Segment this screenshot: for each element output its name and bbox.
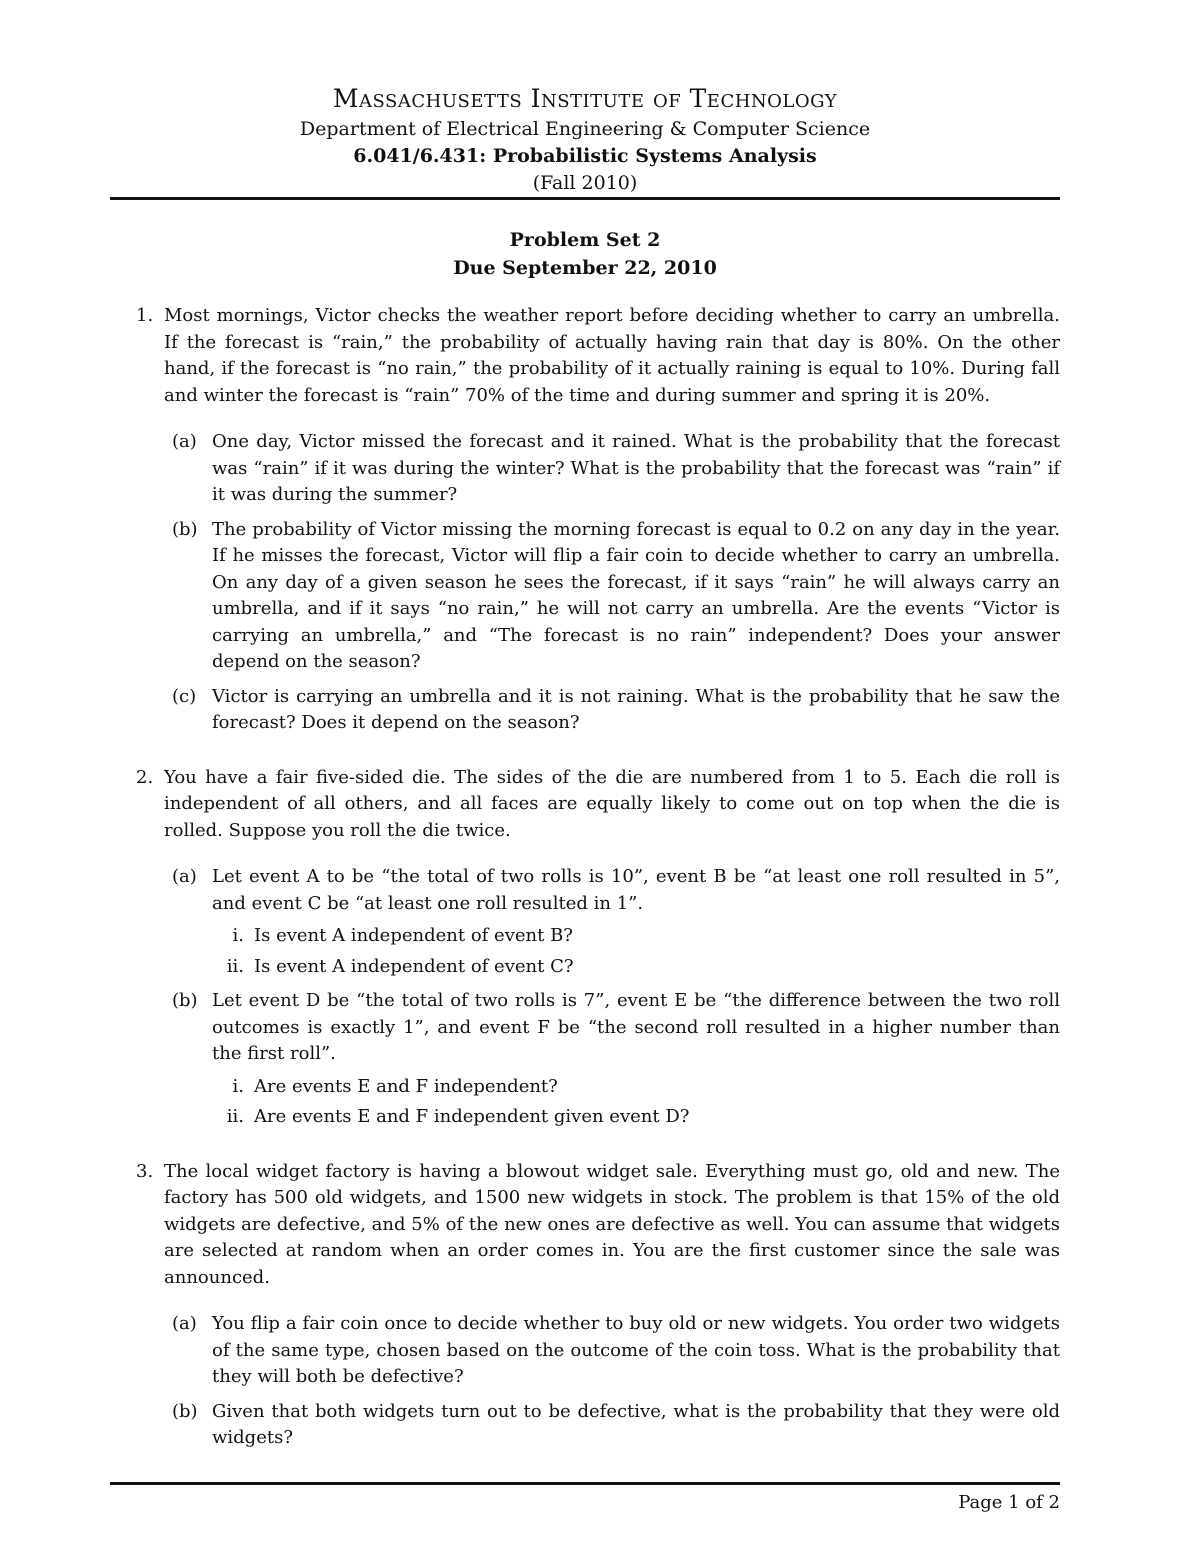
part-1c <box>164 684 1060 737</box>
part-3a <box>164 1311 1060 1391</box>
problem-parts <box>164 429 1060 737</box>
subpart-list <box>212 1074 1060 1131</box>
part-label: (c) <box>172 685 197 707</box>
part-label: (b) <box>172 990 198 1011</box>
problem-number: 3. <box>136 1160 154 1182</box>
problem-set-title: Problem Set 2 <box>509 229 661 251</box>
part-1a <box>164 429 1060 509</box>
problem-parts <box>164 1311 1060 1452</box>
part-label: (b) <box>172 518 198 540</box>
header-divider <box>110 197 1060 200</box>
part-label: (a) <box>172 866 197 887</box>
problem-statement: The local widget factory is having a blowout widget sale. Everything must go, old and new. The factory has 500 old widgets, and 1500 new widgets in stock. The problem is that 15% of the old widgets are defective, and 5% of the new ones are defective as well. You can assume that widgets are selected at random when an order comes in. You are the first customer since the sale was announced. <box>164 1160 1060 1288</box>
part-text: Victor is carrying an umbrella and it is not raining. What is the probability that he saw the forecast? Does it depend on the season? <box>212 685 1060 733</box>
subpart-label: i. <box>232 1075 244 1097</box>
subpart-text: Are events E and F independent? <box>254 1075 558 1097</box>
part-label: (a) <box>172 431 197 452</box>
part-label: (b) <box>172 1400 198 1422</box>
subpart-2b-i <box>212 1074 1060 1101</box>
part-text: Let event D be “the total of two rolls is 7”, event E be “the difference between the two roll outcomes is exactly 1”, and event F be “the second roll resulted in a higher number than the first roll”. <box>212 990 1060 1064</box>
department-name: Department of Electrical Engineering & Computer Science <box>299 118 871 140</box>
part-1b <box>164 517 1060 676</box>
problem-list <box>110 303 1060 1460</box>
problem-3 <box>110 1159 1060 1452</box>
problem-parts <box>164 864 1060 1131</box>
term-label: (Fall 2010) <box>532 172 638 194</box>
institution-name: Massachusetts Institute of Technology <box>332 84 838 113</box>
page-number: Page 1 of 2 <box>958 1492 1060 1513</box>
subpart-2a-i <box>212 923 1060 950</box>
subpart-text: Is event A independent of event B? <box>254 925 573 946</box>
part-text: You flip a fair coin once to decide whether to buy old or new widgets. You order two widgets of the same type, chosen based on the outcome of the coin toss. What is the probability that they will both be defective? <box>212 1313 1060 1387</box>
part-text: The probability of Victor missing the morning forecast is equal to 0.2 on any day in the year. If he misses the forecast, Victor will flip a fair coin to decide whether to carry an umbrella. On any day of a given season he sees the forecast, if it says “rain” he will always carry an umbrella, and if it says “no rain,” he will not carry an umbrella. Are the events “Victor is carrying an umbrella,” and “The forecast is no rain” independent? Does your answer depend on the season? <box>212 518 1060 672</box>
footer-divider <box>110 1482 1060 1485</box>
subpart-text: Are events E and F independent given event D? <box>254 1106 690 1127</box>
part-2b <box>164 988 1060 1131</box>
document-header <box>110 82 1060 196</box>
subpart-2b-ii <box>212 1104 1060 1131</box>
problem-statement: You have a fair five-sided die. The sides of the die are numbered from 1 to 5. Each die roll is independent of all others, and all faces are equally likely to come out on top when the die is rolled. Suppose you roll the die twice. <box>164 766 1060 841</box>
part-text: Let event A to be “the total of two rolls is 10”, event B be “at least one roll resulted in 5”, and event C be “at least one roll resulted in 1”. <box>212 866 1060 914</box>
subpart-label: i. <box>232 925 244 946</box>
subpart-2a-ii <box>212 954 1060 981</box>
problem-1 <box>110 303 1060 737</box>
course-title: 6.041/6.431: Probabilistic Systems Analysis <box>353 145 817 167</box>
problem-number: 2. <box>136 766 154 788</box>
part-text: Given that both widgets turn out to be defective, what is the probability that they were old widgets? <box>212 1400 1060 1448</box>
problem-number: 1. <box>136 305 154 326</box>
part-2a <box>164 864 1060 980</box>
problem-statement: Most mornings, Victor checks the weather report before deciding whether to carry an umbrella. If the forecast is “rain,” the probability of actually having rain that day is 80%. On the other hand, if the forecast is “no rain,” the probability of it actually raining is equal to 10%. During fall and winter the forecast is “rain” 70% of the time and during summer and spring it is 20%. <box>164 305 1060 406</box>
subpart-text: Is event A independent of event C? <box>254 955 574 977</box>
part-3b <box>164 1399 1060 1452</box>
part-text: One day, Victor missed the forecast and it rained. What is the probability that the forecast was “rain” if it was during the winter? What is the probability that the forecast was “rain” if it was during the summer? <box>212 431 1060 505</box>
subpart-list <box>212 923 1060 980</box>
due-date: Due September 22, 2010 <box>453 257 717 279</box>
part-label: (a) <box>172 1313 197 1334</box>
subpart-label: ii. <box>226 1106 244 1127</box>
problem-2 <box>110 765 1060 1131</box>
subpart-label: ii. <box>226 955 244 977</box>
